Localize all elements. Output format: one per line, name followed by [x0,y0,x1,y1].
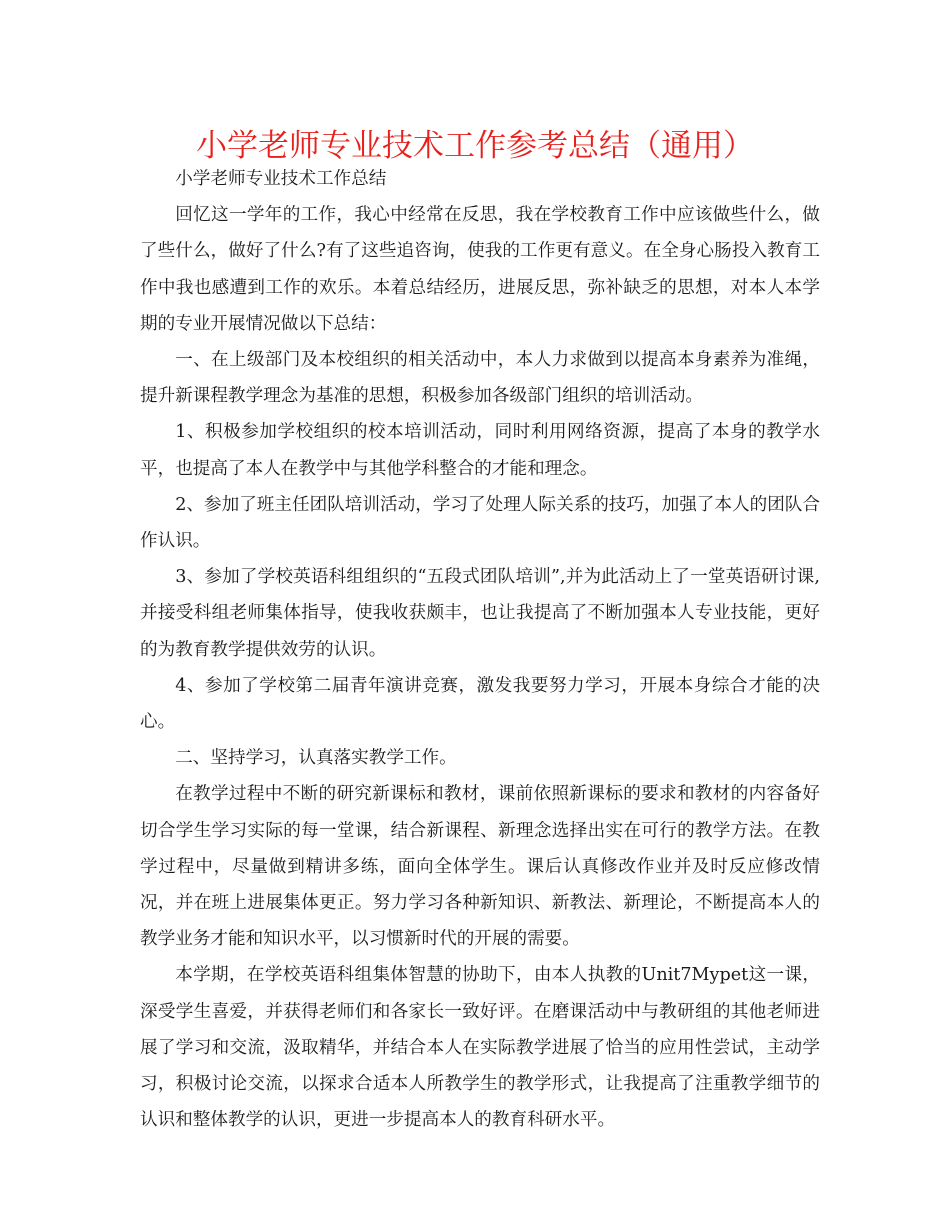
paragraph: 4、参加了学校第二届青年演讲竞赛，激发我要努力学习，开展本身综合才能的决心。 [140,675,820,733]
paragraph: 在教学过程中不断的研究新课标和教材，课前依照新课标的要求和教材的内容备好切合学生学习实际的每一堂课，结合新课程、新理念选择出实在可行的教学方法。在教学过程中，尽量做到精讲多练，面向全体学生。课后认真修改作业并及时反应修改情况，并在班上进展集体更正。努力学习各种新知识、新教法、新理论，不断提高本人的教学业务才能和知识水平，以习惯新时代的开展的需要。 [140,784,820,950]
paragraph: 1、积极参加学校组织的校本培训活动，同时利用网络资源，提高了本身的教学水平，也提高了本人在教学中与其他学科整合的才能和理念。 [140,422,820,479]
paragraph: 一、在上级部门及本校组织的相关活动中，本人力求做到以提高本身素养为准绳，提升新课程教学理念为基准的思想，积极参加各级部门组织的培训活动。 [140,350,820,407]
document-title: 小学老师专业技术工作参考总结（通用） [196,128,754,164]
document-body [140,161,820,1138]
paragraph: 本学期，在学校英语科组集体智慧的协助下，由本人执教的Unit7Mypet这一课，深受学生喜爱，并获得老师们和各家长一致好评。在磨课活动中与教研组的其他老师进展了学习和交流，汲取精华，并结合本人在实际教学进展了恰当的应用性尝试，主动学习，积极讨论交流，以探求合适本人所教学生的教学形式，让我提高了注重教学细节的认识和整体教学的认识，更进一步提高本人的教育科研水平。 [140,965,820,1131]
paragraph-subtitle: 小学老师专业技术工作总结 [175,169,387,189]
paragraph: 3、参加了学校英语科组组织的“五段式团队培训”,并为此活动上了一堂英语研讨课,并接受科组老师集体指导，使我收获颇丰，也让我提高了不断加强本人专业技能，更好的为教育教学提供效劳的认识。 [140,567,820,660]
paragraph: 回忆这一学年的工作，我心中经常在反思，我在学校教育工作中应该做些什么，做了些什么，做好了什么?有了这些追咨询，使我的工作更有意义。在全身心肠投入教育工作中我也感遭到工作的欢乐。本着总结经历，进展反思，弥补缺乏的思想，对本人本学期的专业开展情况做以下总结： [140,205,820,334]
paragraph: 二、坚持学习，认真落实教学工作。 [175,748,457,769]
paragraph: 2、参加了班主任团队培训活动，学习了处理人际关系的技巧，加强了本人的团队合作认识。 [140,494,820,552]
